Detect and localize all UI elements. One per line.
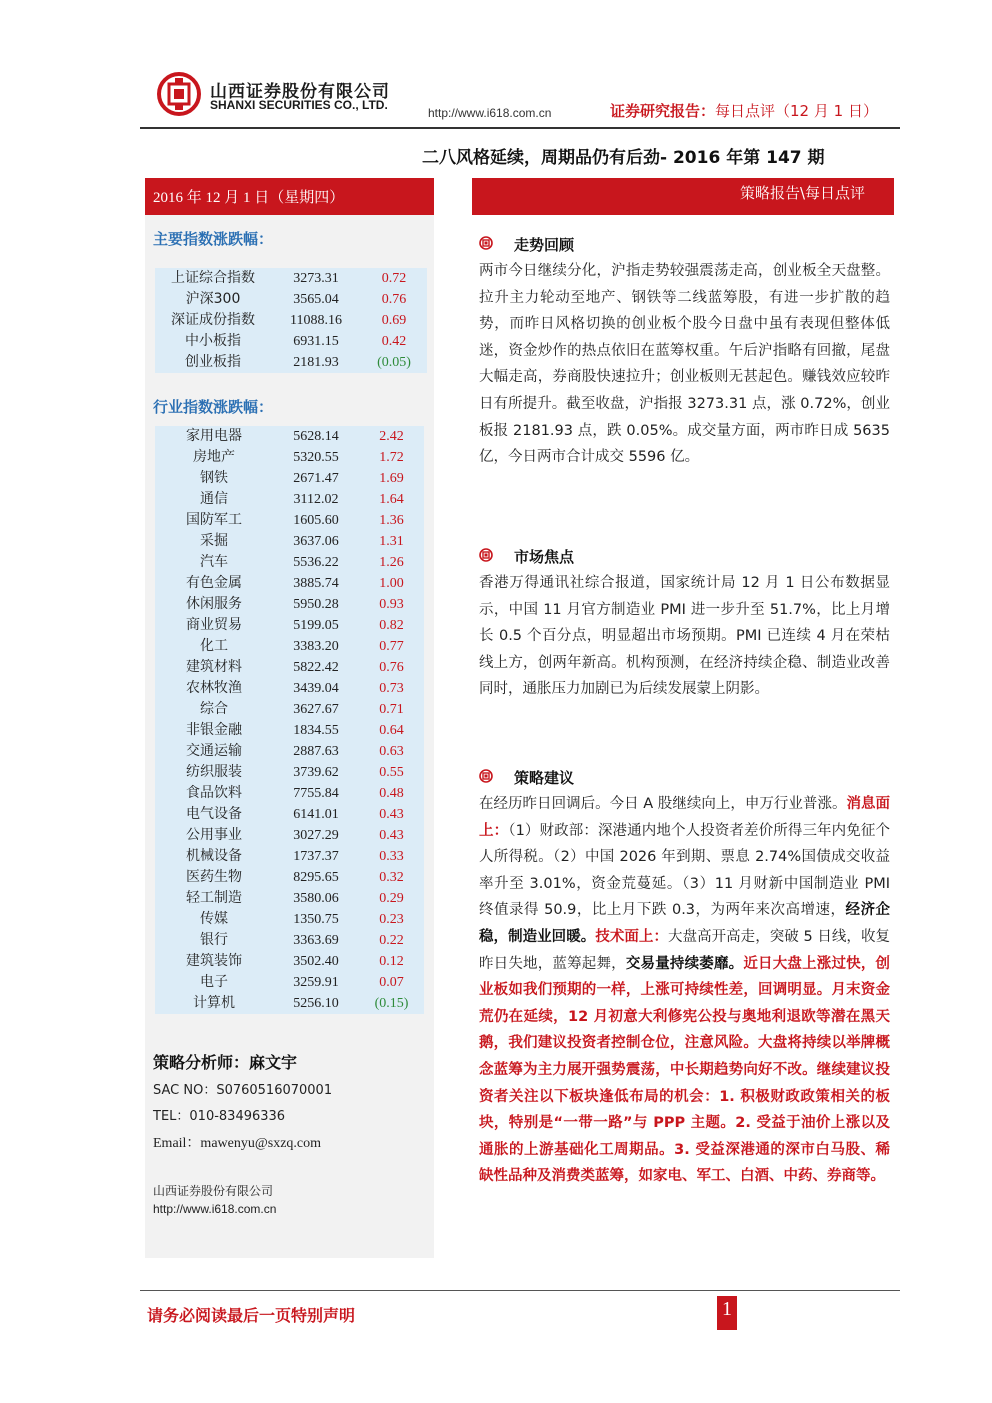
- index-value: 2181.93: [293, 355, 339, 370]
- index-name: 上证综合指数: [171, 270, 255, 286]
- strategy-highlight-volume: 交易量持续萎靡。: [625, 955, 744, 972]
- strategy-recommendation: 近日大盘上涨过快，创业板如我们预期的一样，上涨可持续性差，回调明显。月末资金荒仍在延续，12 月初意大利修宪公投与奥地利退欧等潜在黑天鹅，我们建议投资者控制仓位，注意风险。大盘将持续以举牌概念蓝筹为主力展开强势震荡，中长期趋势向好不改。继续建议投资者关注以下板块逢低布局的机会：1. 积极财政政策相关的板块，特别是“一带一路”与 PPP 主题。2. 受益于油价上涨以及通胀的上游基础化工周期品。3. 受益深港通的深市白马股、稀缺性品种及消费类蓝筹，如家电、军工、白酒、中药、券商等。: [479, 955, 891, 1185]
- strategy-news: （1）财政部：深港通内地个人投资者差价所得三年内免征个人所得税。（2）中国 2026 年到期、票息 2.74%国债成交收益率升至 3.01%，资金荒蔓延。（3）11 月财新中国制造业 PMI 终值录得 50.9，比上月下跌 0.3，为两年来次高增速，: [479, 822, 890, 919]
- index-value: 2671.47: [293, 471, 339, 486]
- index-value: 11088.16: [290, 313, 342, 328]
- strategy-highlight-economy: 经济企稳，制造业回暖。: [479, 902, 891, 945]
- industry-index-row: [155, 909, 424, 930]
- index-value: 1834.55: [293, 723, 339, 738]
- industry-index-row: [155, 552, 424, 573]
- section-body-review: 两市今日继续分化，沪指走势较强震荡走高，创业板全天盘整。拉升主力轮动至地产、钢铁等二线蓝筹股，有进一步扩散的趋势，而昨日风格切换的创业板个股今日盘中虽有表现但整体低迷，资金炒作的热点依旧在蓝筹权重。午后沪指略有回撤，尾盘大幅走高，券商股快速拉升；创业板则无甚起色。赚钱效应较昨日有所提升。截至收盘，沪指报 3273.31 点，涨 0.72%，创业板报 2181.93 点，跌 0.05%。成交量方面，两市昨日成 5635 亿，今日两市合计成交 5596 亿。: [479, 263, 890, 466]
- index-change: 0.07: [379, 975, 404, 990]
- footer-divider: [140, 1290, 900, 1291]
- index-value: 3439.04: [293, 681, 339, 696]
- index-name: 电气设备: [186, 806, 242, 822]
- industry-index-row: [155, 825, 424, 846]
- index-change: 0.55: [379, 765, 404, 780]
- industry-indices-table: [155, 426, 424, 1014]
- index-name: 钢铁: [200, 470, 228, 486]
- index-change: 0.32: [379, 870, 404, 885]
- index-name: 建筑材料: [186, 659, 242, 675]
- index-value: 5822.42: [293, 660, 339, 675]
- index-change: 1.00: [379, 576, 404, 591]
- index-name: 通信: [200, 491, 228, 507]
- analyst-name: 策略分析师：麻文宇: [153, 1053, 298, 1072]
- analyst-email[interactable]: Email：mawenyu@sxzq.com: [153, 1136, 322, 1151]
- company-name-cn: 山西证券股份有限公司: [210, 82, 390, 102]
- index-change: 1.69: [379, 471, 404, 486]
- index-change: 1.26: [379, 555, 404, 570]
- industry-index-row: [155, 972, 424, 993]
- index-value: 6931.15: [293, 334, 339, 349]
- major-indices-table: [155, 268, 427, 373]
- industry-index-row: [155, 426, 424, 447]
- strategy-technical: 大盘高开高走，突破 5 日线，收复昨日失地，蓝筹起舞，: [479, 928, 891, 972]
- index-value: 8295.65: [293, 870, 339, 885]
- section-body-focus: 香港万得通讯社综合报道，国家统计局 12 月 1 日公布数据显示，中国 11 月官方制造业 PMI 进一步升至 51.7%，比上月增长 0.5 个百分点，明显超出市场预期。PMI 已连续 4 月在荣枯线上方，创两年新高。机构预测，在经济持续企稳、制造业改善同时，通胀压力加剧已为后续发展蒙上阴影。: [479, 575, 890, 698]
- header-url[interactable]: http://www.i618.com.cn: [428, 106, 552, 120]
- index-name: 中小板指: [185, 333, 241, 349]
- index-value: 3363.69: [293, 933, 339, 948]
- index-change: (0.15): [374, 996, 409, 1011]
- index-name: 深证成份指数: [171, 312, 255, 328]
- section-heading-strategy: 策略建议: [514, 769, 575, 787]
- index-change: 0.76: [381, 292, 407, 307]
- index-name: 纺织服装: [186, 764, 242, 780]
- index-name: 综合: [200, 701, 228, 717]
- major-index-row: [155, 310, 427, 331]
- index-change: 0.48: [379, 786, 404, 801]
- analyst-sac: SAC NO：S0760516070001: [153, 1083, 333, 1098]
- section-body-strategy: [479, 791, 890, 1190]
- index-value: 3885.74: [293, 576, 339, 591]
- company-logo: [157, 72, 201, 116]
- index-value: 3027.29: [293, 828, 339, 843]
- section-heading-review: 走势回顾: [514, 236, 575, 254]
- index-value: 5536.22: [293, 555, 339, 570]
- industry-index-row: [155, 510, 424, 531]
- company-name-en: SHANXI SECURITIES CO., LTD.: [210, 98, 388, 112]
- index-change: 0.69: [381, 313, 407, 328]
- major-index-row: [155, 331, 427, 352]
- index-name: 传媒: [200, 911, 228, 927]
- industry-index-row: [155, 804, 424, 825]
- section-bullet-icon: [479, 236, 493, 250]
- industry-index-row: [155, 636, 424, 657]
- industry-index-row: [155, 531, 424, 552]
- index-change: 0.43: [379, 807, 404, 822]
- page-number: 1: [722, 1298, 732, 1320]
- index-value: 7755.84: [293, 786, 339, 801]
- index-name: 休闲服务: [186, 596, 242, 612]
- header-divider: [140, 127, 900, 129]
- index-name: 采掘: [200, 533, 228, 549]
- index-value: 5320.55: [293, 450, 339, 465]
- index-value: 6141.01: [293, 807, 339, 822]
- major-indices-label: 主要指数涨跌幅：: [153, 230, 274, 248]
- report-type-date: 每日点评（12 月 1 日）: [715, 102, 878, 120]
- industry-index-row: [155, 573, 424, 594]
- index-value: 3259.91: [293, 975, 339, 990]
- industry-index-row: [155, 888, 424, 909]
- index-name: 建筑装饰: [186, 953, 242, 969]
- index-value: 3383.20: [293, 639, 339, 654]
- index-value: 3565.04: [293, 292, 339, 307]
- index-change: 1.64: [379, 492, 404, 507]
- section-bullet-icon: [479, 769, 493, 783]
- industry-index-row: [155, 447, 424, 468]
- index-name: 计算机: [193, 995, 235, 1011]
- strategy-intro: 在经历昨日回调后。今日 A 股继续向上，申万行业普涨。: [479, 796, 847, 812]
- index-value: 1605.60: [293, 513, 339, 528]
- index-value: 2887.63: [293, 744, 339, 759]
- major-index-row: [155, 268, 427, 289]
- index-change: 0.29: [379, 891, 404, 906]
- index-value: 5256.10: [293, 996, 339, 1011]
- index-change: 0.22: [379, 933, 404, 948]
- index-name: 家用电器: [186, 428, 242, 444]
- index-name: 轻工制造: [186, 890, 242, 906]
- sidebar-company: 山西证券股份有限公司: [153, 1184, 274, 1198]
- index-change: 0.72: [381, 271, 407, 286]
- index-name: 交通运输: [186, 743, 242, 759]
- index-change: (0.05): [377, 355, 411, 370]
- index-value: 5950.28: [293, 597, 339, 612]
- index-change: 0.71: [379, 702, 404, 717]
- index-change: 0.63: [379, 744, 404, 759]
- index-change: 0.43: [379, 828, 404, 843]
- index-name: 非银金融: [186, 722, 242, 738]
- industry-index-row: [155, 615, 424, 636]
- index-value: 1350.75: [293, 912, 339, 927]
- index-value: 3502.40: [293, 954, 339, 969]
- index-change: 0.23: [379, 912, 404, 927]
- index-change: 0.33: [379, 849, 404, 864]
- section-heading-focus: 市场焦点: [514, 548, 575, 566]
- index-change: 1.31: [379, 534, 404, 549]
- index-value: 5199.05: [293, 618, 339, 633]
- index-name: 机械设备: [186, 848, 242, 864]
- index-name: 创业板指: [185, 354, 241, 370]
- index-value: 3580.06: [293, 891, 339, 906]
- index-change: 1.36: [379, 513, 404, 528]
- index-name: 化工: [200, 638, 228, 654]
- industry-index-row: [155, 594, 424, 615]
- industry-index-row: [155, 993, 424, 1014]
- report-title: 二八风格延续，周期品仍有后劲- 2016 年第 147 期: [422, 148, 825, 168]
- index-value: 3739.62: [293, 765, 339, 780]
- industry-index-row: [155, 741, 424, 762]
- section-bullet-icon: [479, 548, 493, 562]
- industry-index-row: [155, 720, 424, 741]
- industry-index-row: [155, 657, 424, 678]
- index-change: 0.64: [379, 723, 404, 738]
- index-value: 3273.31: [293, 271, 339, 286]
- industry-index-row: [155, 846, 424, 867]
- index-change: 0.93: [379, 597, 404, 612]
- index-name: 房地产: [193, 449, 235, 465]
- sidebar-url[interactable]: http://www.i618.com.cn: [153, 1202, 277, 1216]
- industry-index-row: [155, 678, 424, 699]
- industry-index-row: [155, 489, 424, 510]
- index-change: 0.82: [379, 618, 404, 633]
- report-type: [610, 100, 878, 121]
- report-type-label: 证券研究报告：: [610, 102, 716, 120]
- major-index-row: [155, 289, 427, 310]
- industry-index-row: [155, 930, 424, 951]
- index-change: 0.12: [379, 954, 404, 969]
- index-name: 沪深300: [185, 291, 241, 307]
- index-value: 3627.67: [293, 702, 339, 717]
- index-name: 医药生物: [186, 869, 242, 885]
- index-name: 食品饮料: [186, 785, 242, 801]
- industry-index-row: [155, 951, 424, 972]
- index-value: 3637.06: [293, 534, 339, 549]
- industry-index-row: [155, 783, 424, 804]
- news-label: 消息面上：: [479, 796, 891, 839]
- technical-label: 技术面上：: [595, 928, 668, 945]
- index-name: 有色金属: [186, 575, 242, 591]
- report-date: 2016 年 12 月 1 日（星期四）: [153, 190, 345, 206]
- industry-index-row: [155, 468, 424, 489]
- index-name: 商业贸易: [186, 617, 242, 633]
- industry-index-row: [155, 762, 424, 783]
- disclaimer-note: 请务必阅读最后一页特别声明: [147, 1306, 356, 1325]
- index-name: 银行: [200, 932, 228, 948]
- industry-index-row: [155, 867, 424, 888]
- index-change: 0.77: [379, 639, 404, 654]
- index-name: 公用事业: [186, 827, 242, 843]
- index-value: 5628.14: [293, 429, 339, 444]
- index-name: 国防军工: [186, 512, 242, 528]
- analyst-tel: TEL：010-83496336: [153, 1109, 286, 1124]
- index-change: 0.73: [379, 681, 404, 696]
- index-name: 汽车: [200, 554, 228, 570]
- report-category: 策略报告\每日点评: [740, 184, 866, 202]
- major-index-row: [155, 352, 427, 373]
- index-change: 0.42: [381, 334, 407, 349]
- index-change: 2.42: [379, 429, 404, 444]
- index-name: 农林牧渔: [186, 680, 242, 696]
- index-value: 3112.02: [293, 492, 339, 507]
- index-value: 1737.37: [293, 849, 339, 864]
- index-change: 0.76: [379, 660, 404, 675]
- industry-indices-label: 行业指数涨跌幅：: [153, 398, 274, 416]
- index-name: 电子: [200, 974, 228, 990]
- index-change: 1.72: [379, 450, 404, 465]
- industry-index-row: [155, 699, 424, 720]
